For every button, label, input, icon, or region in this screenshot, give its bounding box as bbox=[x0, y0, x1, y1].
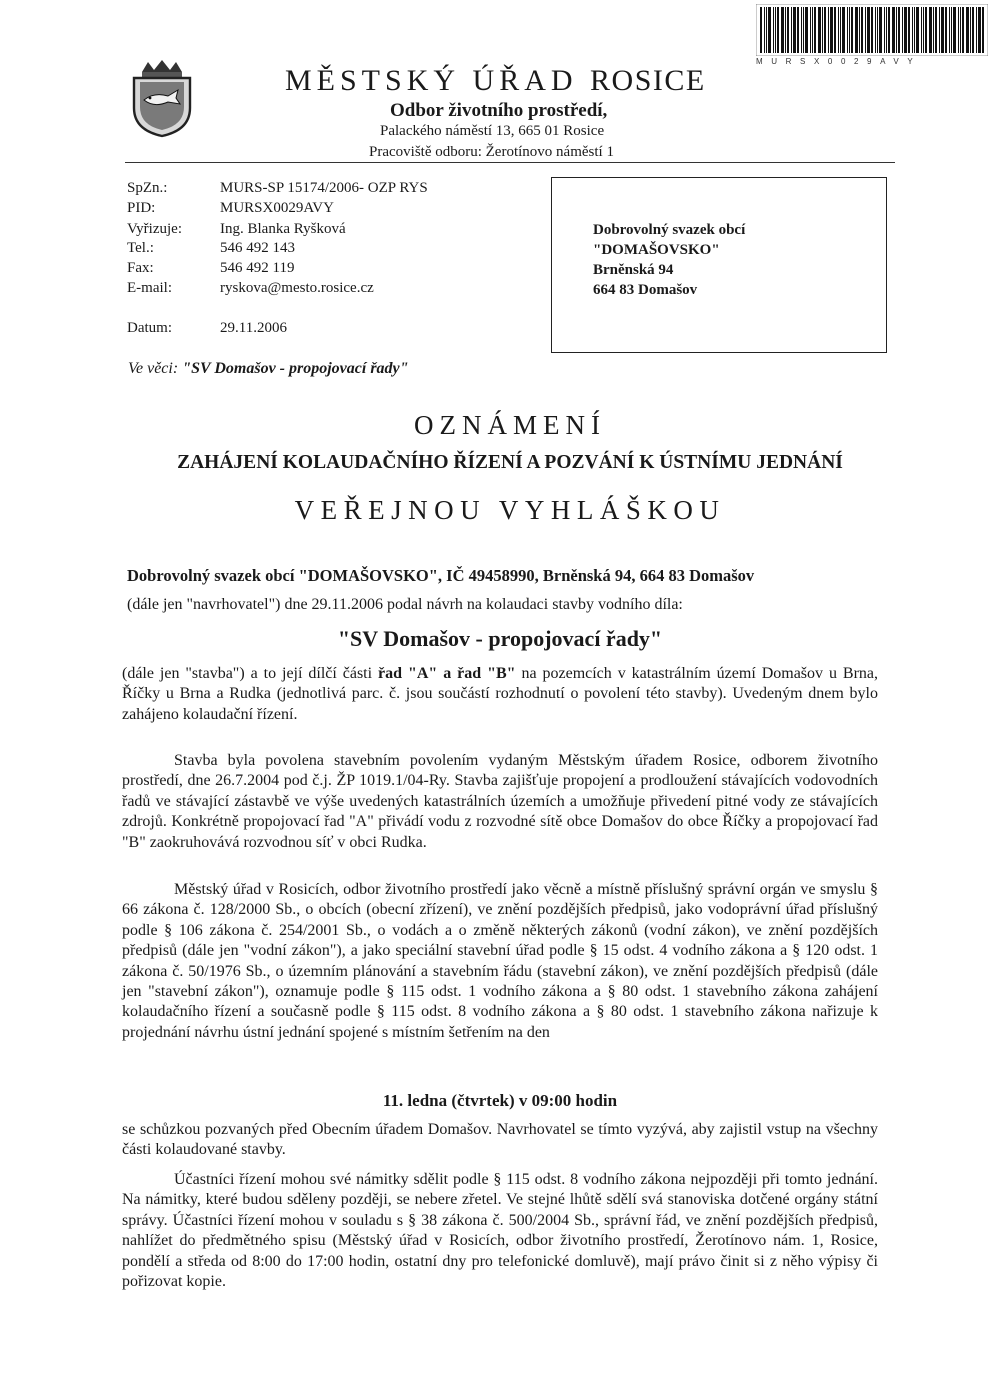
paragraph-povoleni-text: Stavba byla povolena stavebním povolením vydaným Městským úřadem Rosice, odborem životního prostředí, dne 26.7.2004 pod č.j. ŽP 1019.1/04-Ry. Stavba zajišťuje propojení a prodloužení stávajících vodovodních řadů ve stávající zástavbě ve výše uvedených katastrálních územích a umožňuje přivedení pitné vody ze stávajících zdrojů. Konkrétně propojovací řad "A" přivádí vodu z rozvodné sítě obce Domašov do obce Říčky a propojovací řad "B" zaokruhovává rozvodnou síť v obci Rudka. bbox=[122, 752, 878, 851]
office-address: Palackého náměstí 13, 665 01 Rosice bbox=[380, 123, 605, 139]
office-workplace: Pracoviště odboru: Žerotínovo náměstí 1 bbox=[369, 144, 614, 160]
barcode bbox=[756, 4, 988, 56]
datum-label: Datum: bbox=[127, 320, 172, 336]
paragraph-stavba-text-b: řad "A" a řad "B" bbox=[378, 665, 516, 682]
datum-value: 29.11.2006 bbox=[220, 320, 287, 336]
header-divider bbox=[125, 162, 895, 163]
intro-line: (dále jen "navrhovatel") dne 29.11.2006 podal návrh na kolaudaci stavby vodního díla: bbox=[127, 596, 683, 613]
paragraph-stavba-text-c: na pozemcích v katastrálním území Domašov u Brna, Říčky u Brna a Rudka (jednotlivá parc. č. jsou součástí rozhodnutí o povolení této stavby). Uvedeným dnem bylo zahájeno kolaudační řízení. bbox=[122, 665, 878, 723]
pid-value: MURSX0029AVY bbox=[220, 200, 334, 216]
paragraph-namitky bbox=[122, 1170, 878, 1292]
paragraph-urad bbox=[122, 880, 878, 1043]
paragraph-urad-text: Městský úřad v Rosicích, odbor životního prostředí jako věcně a místně příslušný správní orgán ve smyslu § 66 zákona č. 128/2000 Sb., o obcích (obecní zřízení), ve znění pozdějších předpisů, jako vodoprávní úřad příslušný podle § 106 zákona č. 254/2001 Sb., o vodách a o změně některých zákonů (vodní zákon), ve znění pozdějších předpisů (dále jen "vodní zákon"), a jako speciální stavební úřad podle § 15 odst. 4 vodního zákona a § 120 odst. 1 zákona č. 50/1976 Sb., o územním plánování a stavebním řádu (stavební zákon), ve znění pozdějších předpisů (dále jen "stavební zákon"), oznamuje podle § 115 odst. 1 vodního zákona a § 80 odst. 1 stavebního zákona zahájení kolaudačního řízení a současně podle § 115 odst. 8 vodního zákona a § 80 odst. 1 stavebního zákona nařizuje k projednání návrhu ústní jednání spojené s místním šetřením na den bbox=[122, 881, 878, 1041]
office-name bbox=[285, 66, 706, 96]
paragraph-povoleni bbox=[122, 751, 878, 853]
paragraph-schuzka-text: se schůzkou pozvaných před Obecním úřadem Domašov. Navrhovatel se tímto vyzývá, aby zajistil vstup na všechny části kolaudované stavby. bbox=[122, 1121, 878, 1159]
applicant-line: Dobrovolný svazek obcí "DOMAŠOVSKO", IČ 49458990, Brněnská 94, 664 83 Domašov bbox=[127, 566, 755, 585]
recipient-name-2: "DOMAŠOVSKO" bbox=[593, 242, 720, 258]
spzn-value: MURS-SP 15174/2006- OZP RYS bbox=[220, 180, 428, 196]
public-notice-title: VEŘEJNOU VYHLÁŠKOU bbox=[294, 495, 726, 525]
email-value: ryskova@mesto.rosice.cz bbox=[220, 280, 374, 296]
document-title: OZNÁMENÍ bbox=[414, 410, 606, 440]
tel-value: 546 492 143 bbox=[220, 240, 295, 256]
paragraph-namitky-text: Účastníci řízení mohou své námitky sdělit podle § 115 odst. 8 vodního zákona nejpozději při tomto jednání. Na námitky, které budou sděleny později, se nebere zřetel. Ve stejné lhůtě sdělí svá stanoviska dotčené orgány státní správy. Účastníci řízení mohou v souladu s § 38 zákona č. 500/2004 Sb., správní řád, ve znění pozdějších předpisů, nahlížet do předmětného spisu (Městský úřad v Rosicích, odbor životního prostředí, Žerotínovo nám. 1, Rosice, pondělí a středa od 8:00 do 17:00 hodin, ostatní dny pro telefonické domluvě), mají právo činit si z něho výpisy či pořizovat kopie. bbox=[122, 1171, 878, 1291]
fax-value: 546 492 119 bbox=[220, 260, 295, 276]
email-label: E-mail: bbox=[127, 280, 172, 296]
vyrizuje-label: Vyřizuje: bbox=[127, 221, 182, 237]
project-title: "SV Domašov - propojovací řady" bbox=[337, 626, 663, 651]
office-name-city: ROSICE bbox=[590, 64, 706, 97]
office-name-main: MĚSTSKÝ ÚŘAD bbox=[285, 64, 578, 97]
paragraph-stavba bbox=[122, 664, 878, 725]
document-subtitle: ZAHÁJENÍ KOLAUDAČNÍHO ŘÍZENÍ A POZVÁNÍ K ÚSTNÍMU JEDNÁNÍ bbox=[177, 452, 843, 473]
barcode-text: MURSX0029AVY bbox=[756, 57, 922, 66]
city-emblem-icon bbox=[128, 56, 196, 138]
pid-label: PID: bbox=[127, 200, 156, 216]
fax-label: Fax: bbox=[127, 260, 154, 276]
subject-value: "SV Domašov - propojovací řady" bbox=[182, 360, 409, 377]
recipient-name: Dobrovolný svazek obcí bbox=[593, 222, 746, 238]
tel-label: Tel.: bbox=[127, 240, 154, 256]
subject-label: Ve věci: bbox=[128, 360, 179, 377]
department-name: Odbor životního prostředí, bbox=[390, 100, 608, 121]
spzn-label: SpZn.: bbox=[127, 180, 168, 196]
recipient-city: 664 83 Domašov bbox=[593, 282, 698, 298]
hearing-date: 11. ledna (čtvrtek) v 09:00 hodin bbox=[382, 1091, 618, 1110]
vyrizuje-value: Ing. Blanka Ryšková bbox=[220, 221, 346, 237]
paragraph-schuzka bbox=[122, 1120, 878, 1161]
paragraph-stavba-text-a: (dále jen "stavba") a to její dílčí části bbox=[122, 665, 379, 682]
recipient-street: Brněnská 94 bbox=[593, 262, 674, 278]
subject-line bbox=[128, 360, 409, 378]
